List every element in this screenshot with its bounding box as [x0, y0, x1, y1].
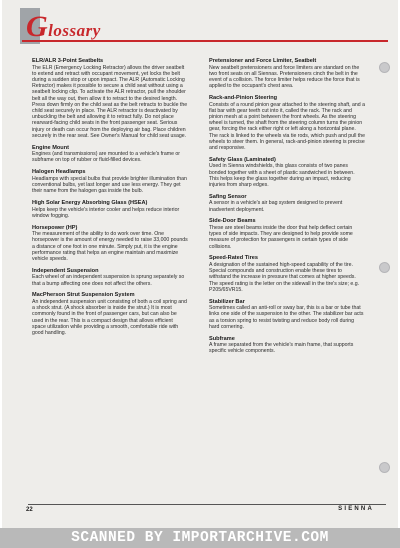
footer-rule	[28, 504, 386, 505]
glossary-definition: These are steel beams inside the door that help deflect certain types of side impacts. They are designed to help provide some measure of protection for passengers in certain types of side collisions.	[209, 225, 353, 250]
binder-hole	[379, 62, 390, 73]
glossary-entry	[32, 169, 188, 194]
glossary-definition: Engines (and transmissions) are mounted to a vehicle's frame or subframe on top of rubber or fluid-filled devices.	[32, 151, 181, 164]
binder-hole	[379, 262, 390, 273]
glossary-term: Pretensioner and Force Limiter, Seatbelt	[209, 58, 317, 64]
glossary-term: Safing Sensor	[209, 193, 247, 200]
page-title	[26, 10, 101, 44]
glossary-entry	[209, 95, 365, 151]
glossary-entry	[209, 336, 365, 355]
binder-hole	[379, 462, 390, 473]
glossary-term: Speed-Rated Tires	[209, 255, 259, 262]
glossary-definition: Sometimes called an anti-roll or sway bar, this is a bar or tube that links one side of the suspension to the other. The stabilizer bar acts as a torsion spring to resist twisting and reduce body roll during hard cornering.	[209, 305, 364, 330]
glossary-entry	[209, 157, 365, 188]
glossary-term: Side-Door Beams	[209, 218, 256, 225]
glossary-entry	[32, 145, 188, 164]
title-initial: G	[26, 10, 49, 43]
page-header	[16, 8, 386, 48]
page-number: 22	[26, 507, 33, 513]
glossary-term: High Solar Energy Absorbing Glass (HSEA)	[32, 200, 148, 207]
glossary-right-column	[209, 58, 365, 360]
glossary-entry	[32, 292, 188, 336]
glossary-definition: Consists of a round pinion gear attached to the steering shaft, and a flat bar with gear teeth cut into it, called the rack. The rack and pinion mesh at a point between the front wheels. As the steering wheel is turned, the shaft from the steering column turns the pinion gear, forcing the rack either right or left along a horizontal plane. The rack is linked to the wheels via tie rods, which push and pull the wheels to steer them. In general, rack-and-pinion steering is precise and responsive.	[209, 101, 366, 152]
glossary-definition: Each wheel of an independent suspension is sprung separately so that a bump affecting one does not affect the others.	[32, 274, 185, 287]
glossary-entry	[32, 225, 188, 263]
glossary-term: Subframe	[209, 335, 235, 342]
glossary-definition: The ELR (Emergency Locking Retractor) allows the driver seatbelt to extend and retract with occupant movement, yet locks the belt during a sudden stop or upon impact. The ALR (Automatic Locking Retractor) makes it possible to secure a child seat without using a seatbelt locking clip. To activate the ALR retractor, pull the shoulder belt all the way out, then allow it to retract to the desired length. Press down firmly on the child seat as the belt retracts to buckle the child seat securely in place. The ALR retractor is deactivated by unbuckling the belt and allowing it to retract fully. Do not place rearward-facing child seats in the front passenger seat. Serious injury or death can occur from the deploying air bag. Place children securely in the rear seat. See Owner's Manual for child seat usage.	[32, 64, 188, 139]
glossary-entry	[32, 268, 188, 287]
glossary-definition: New seatbelt pretensioners and force limiters are standard on the two front seats on all Siennas. Pretensioners cinch the belt in the event of a collision. The force limiter helps reduce the force that is applied to the occupant's chest area.	[209, 64, 360, 90]
glossary-term: Stabilizer Bar	[209, 298, 245, 305]
glossary-definition: Headlamps with special bulbs that provide brighter illumination than conventional bulbs, yet last longer and use less energy. They get their name from the halogen gas inside the bulb.	[32, 175, 187, 195]
glossary-term: ELR/ALR 3-Point Seatbelts	[32, 58, 104, 64]
glossary-term: Rack-and-Pinion Steering	[209, 95, 278, 101]
footer-brand: SIENNA	[338, 506, 374, 512]
glossary-term: Engine Mount	[32, 144, 69, 151]
glossary-definition: Helps keep the vehicle's interior cooler and helps reduce interior window fogging.	[32, 206, 180, 219]
glossary-entry	[32, 200, 188, 219]
glossary-entry	[209, 194, 365, 213]
title-rest: lossary	[48, 21, 101, 40]
glossary-entry	[209, 255, 365, 293]
glossary-term: Independent Suspension	[32, 267, 99, 274]
scan-watermark-banner: SCANNED BY IMPORTARCHIVE.COM	[0, 528, 400, 548]
glossary-left-column	[32, 58, 188, 342]
glossary-entry	[209, 58, 365, 89]
glossary-definition: Used in Sienna windshields, this glass consists of two panes bonded together with a sheet of plastic sandwiched in between. This helps keep the glass together during an impact, reducing injuries from sharp edges.	[209, 163, 355, 189]
glossary-term: Halogen Headlamps	[32, 169, 86, 176]
glossary-definition: An independent suspension unit consisting of both a coil spring and a shock strut. (A shock absorber is inside the strut.) It is most commonly found in the front of passenger cars, but can also be used in the rear. This is a compact design that allows efficient space utilization while providing a smooth, comfortable ride with good handling.	[32, 299, 187, 337]
brochure-page	[2, 0, 398, 528]
glossary-definition: The measurement of the ability to do work over time. One horsepower is the amount of energy needed to raise 33,000 pounds a distance of one foot in one minute. Simply put, it is the engine performance rating that helps an engine maintain and maximize vehicle speeds.	[32, 231, 188, 263]
glossary-term: Horsepower (HP)	[32, 224, 78, 231]
glossary-entry	[32, 58, 188, 139]
glossary-term: MacPherson Strut Suspension System	[32, 292, 135, 299]
glossary-definition: A sensor in a vehicle's air bag system designed to prevent inadvertent deployment.	[209, 200, 343, 213]
glossary-entry	[209, 299, 365, 330]
glossary-definition: A frame separated from the vehicle's main frame, that supports specific vehicle components.	[209, 342, 354, 355]
glossary-definition: A designation of the sustained high-speed capability of the tire. Special compounds and construction enable these tires to withstand the increase in pressure that comes at higher speeds. The speed rating is the letter on the sidewall in the tire's size; e.g. P205/65VR15.	[209, 262, 360, 293]
glossary-entry	[209, 218, 365, 249]
glossary-term: Safety Glass (Laminated)	[209, 156, 276, 163]
